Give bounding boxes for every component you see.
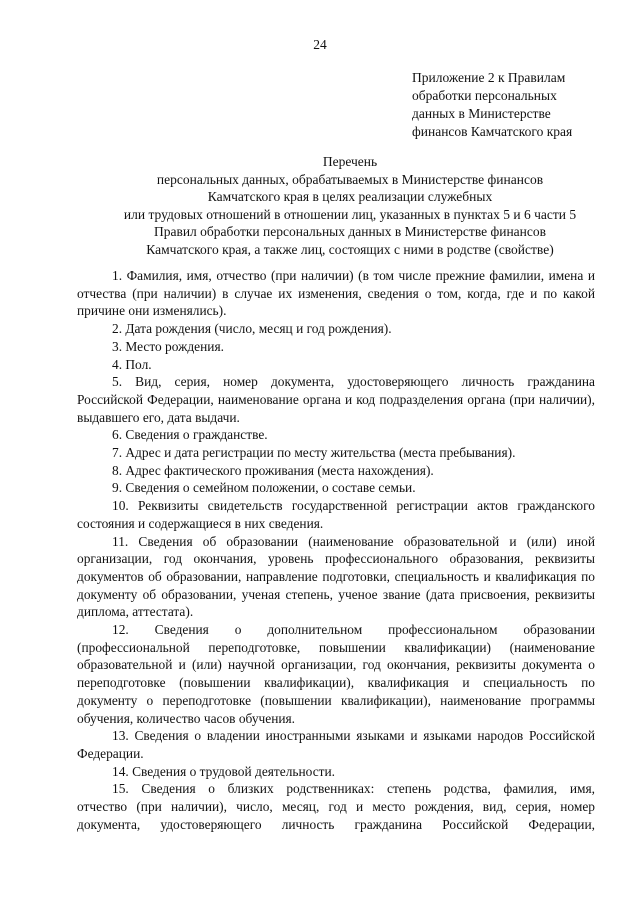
title-line: Перечень — [322, 154, 378, 169]
title-line: Камчатского края в целях реализации служебных — [207, 189, 493, 205]
list-of-personal-data — [77, 267, 595, 834]
list-item: 10. Реквизиты свидетельств государственной регистрации актов гражданского состояния и содержащиеся в них сведения. — [77, 498, 595, 531]
list-item: 12. Сведения о дополнительном профессиональном образовании (профессиональной переподготовке, повышении квалификации) (наименование образовательной и (или) научной организации, год окончания, реквизиты документа о переподготовке (повышении квалификации), квалификация и специальность по документу о переподготовке (повышении квалификации), наименование программы обучения, количество часов обучения. — [77, 622, 595, 726]
list-item: 5. Вид, серия, номер документа, удостоверяющего личность гражданина Российской Федерации, наименование органа и код подразделения органа (при наличии), выдавшего его, дата выдачи. — [77, 374, 595, 425]
list-item: 1. Фамилия, имя, отчество (при наличии) (в том числе прежние фамилии, имена и отчества (при наличии) в случае их изменения, сведения о том, когда, где и по какой причине они изменялись). — [77, 268, 595, 319]
appendix-line: данных в Министерстве — [412, 106, 551, 121]
list-item: 8. Адрес фактического проживания (места нахождения). — [112, 462, 434, 478]
list-item: 6. Сведения о гражданстве. — [112, 427, 268, 443]
title-line: персональных данных, обрабатываемых в Министерстве финансов — [156, 171, 544, 187]
list-item: 2. Дата рождения (число, месяц и год рождения). — [112, 321, 392, 337]
title-line: или трудовых отношений в отношении лиц, указанных в пунктах 5 и 6 части 5 — [123, 206, 577, 222]
appendix-note — [412, 69, 622, 141]
list-item: 4. Пол. — [112, 356, 152, 372]
list-item: 14. Сведения о трудовой деятельности. — [112, 763, 336, 779]
list-item: 11. Сведения об образовании (наименование образовательной и (или) иной организации, год окончания, уровень профессионального образования, реквизиты документов об образовании, направление подготовки, специальность и квалификация по документу об образовании, ученая степень, ученое звание (дата присвоения, реквизиты диплома, аттестата). — [77, 533, 595, 620]
list-item-last — [77, 780, 595, 833]
list-item: 7. Адрес и дата регистрации по месту жительства (места пребывания). — [112, 445, 516, 461]
appendix-line: финансов Камчатского края — [412, 124, 573, 139]
list-item: 3. Место рождения. — [112, 338, 224, 354]
title-line: Правил обработки персональных данных в Министерстве финансов — [153, 224, 547, 240]
page-number: 24 — [313, 37, 327, 52]
list-item-line: отчество (при наличии), число, месяц, год и место рождения, вид, серия, номер — [77, 799, 595, 815]
list-item: 9. Сведения о семейном положении, о составе семьи. — [112, 480, 416, 496]
list-item-line: 15. Сведения о близких родственниках: степень родства, фамилия, имя, — [112, 781, 595, 797]
title-line: Камчатского края, а также лиц, состоящих с ними в родстве (свойстве) — [146, 241, 554, 257]
appendix-line: Приложение 2 к Правилам — [412, 70, 566, 85]
document-title — [60, 153, 640, 259]
list-item: 13. Сведения о владении иностранными языками и языками народов Российской Федерации. — [77, 728, 595, 761]
list-item-line: документа, удостоверяющего личность гражданина Российской Федерации, — [77, 816, 595, 832]
appendix-line: обработки персональных — [412, 88, 557, 103]
